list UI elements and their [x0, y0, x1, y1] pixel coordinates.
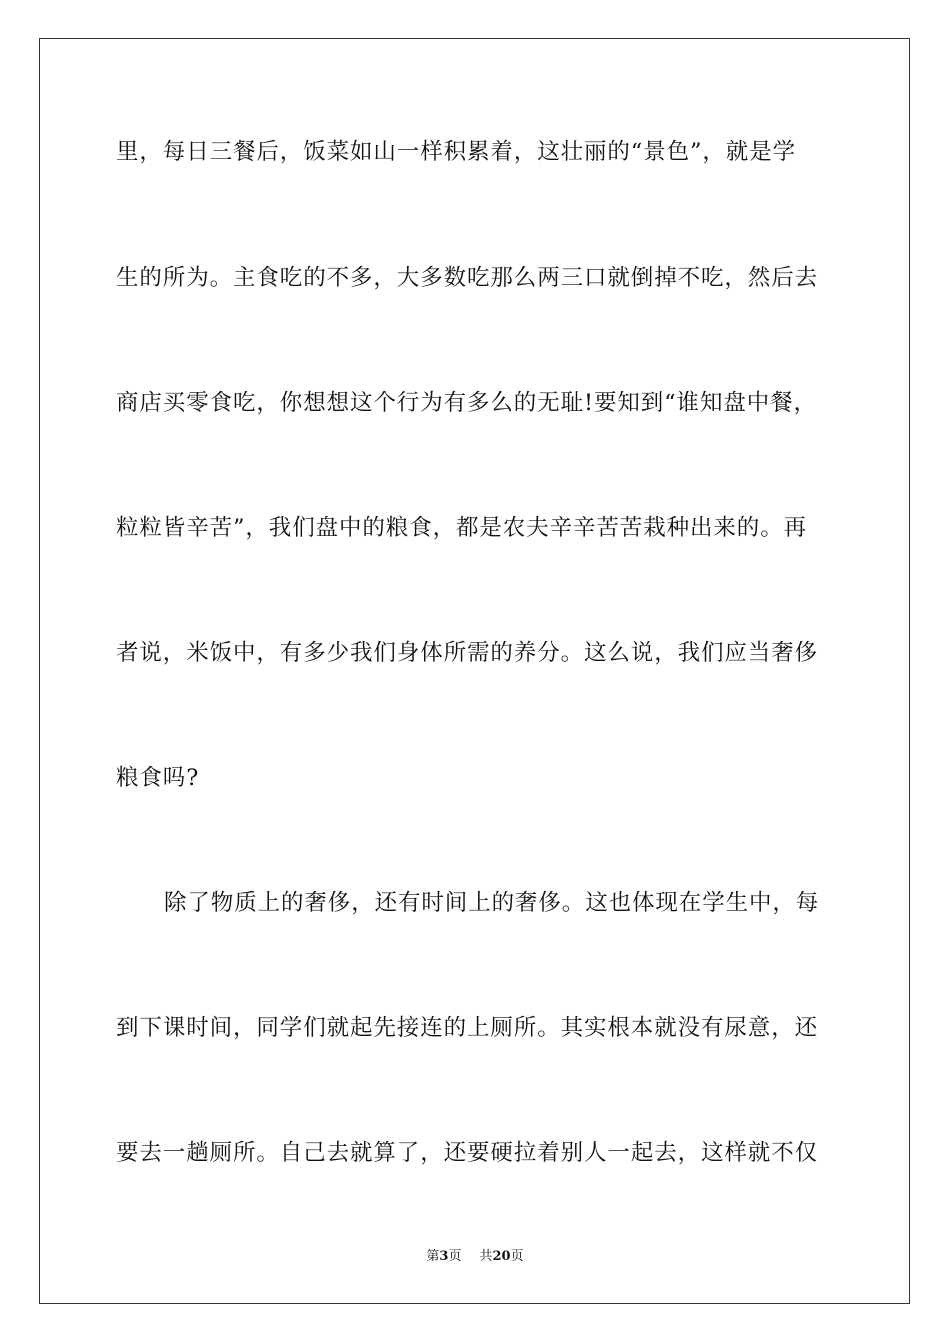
text-line: 粒粒皆辛苦”，我们盘中的粮食，都是农夫辛辛苦苦栽种出来的。再: [116, 515, 808, 541]
text-line: 者说，米饭中，有多少我们身体所需的养分。这么说，我们应当奢侈: [116, 640, 819, 666]
total-prefix: 共: [479, 1249, 493, 1264]
text-line: 里，每日三餐后，饭菜如山一样积累着，这壮丽的“景色”，就是学: [116, 139, 797, 165]
text-line: 到下课时间，同学们就起先接连的上厕所。其实根本就没有尿意，还: [116, 1015, 819, 1041]
total-pages: 20: [492, 1249, 511, 1264]
page-footer: [0, 1248, 950, 1266]
text-line: 要去一趟厕所。自己去就算了，还要硬拉着别人一起去，这样就不仅: [116, 1140, 819, 1166]
page-number: 3: [439, 1249, 449, 1264]
page-prefix: 第: [426, 1249, 440, 1264]
text-line: 粮食吗?: [116, 765, 200, 791]
text-line: 商店买零食吃，你想想这个行为有多么的无耻!要知到“谁知盘中餐，: [116, 390, 817, 416]
page-suffix: 页: [448, 1249, 462, 1264]
text-line-paragraph-start: 除了物质上的奢侈，还有时间上的奢侈。这也体现在学生中，每: [164, 890, 820, 916]
page-border: [39, 38, 910, 1304]
text-line: 生的所为。主食吃的不多，大多数吃那么两三口就倒掉不吃，然后去: [116, 265, 819, 291]
total-suffix: 页: [510, 1249, 524, 1264]
